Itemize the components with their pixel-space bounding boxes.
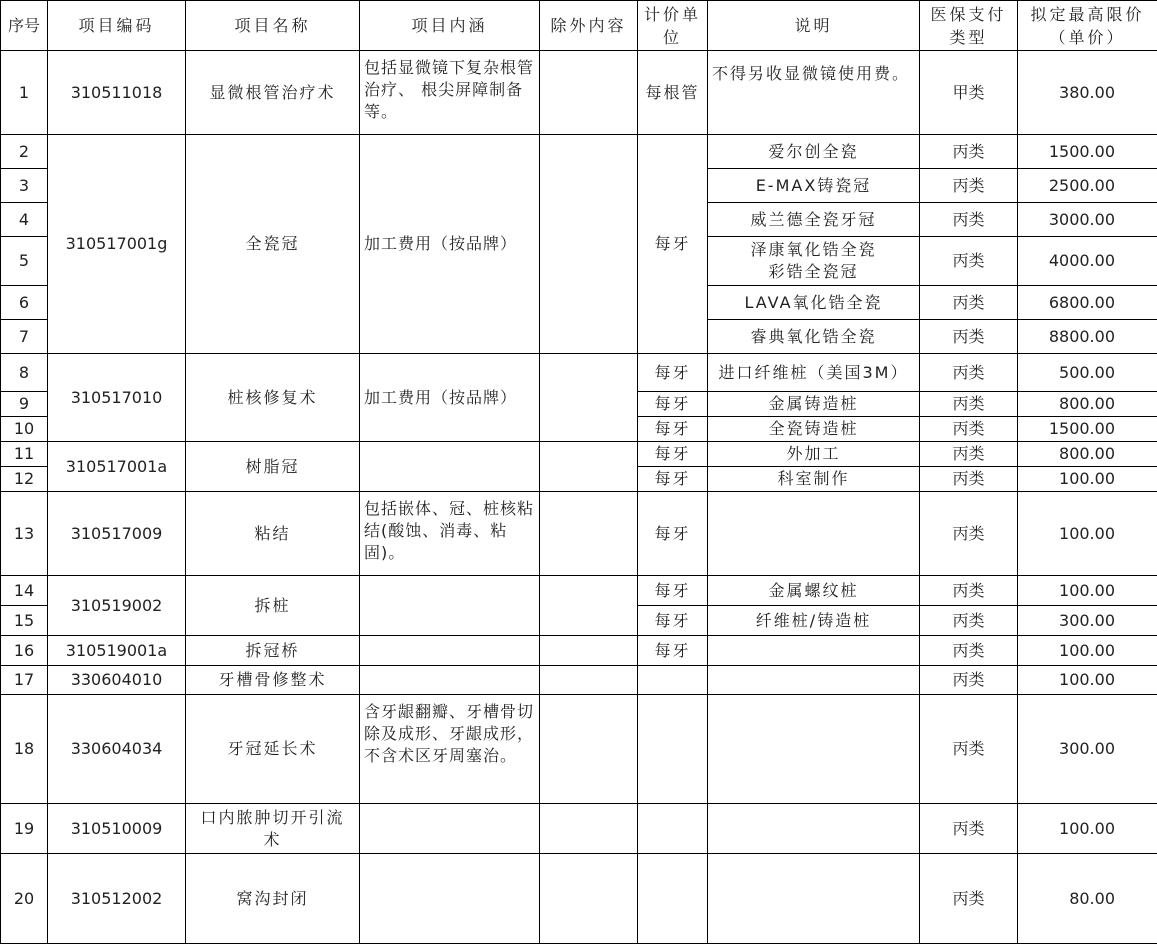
table-row (1, 695, 1157, 804)
desc-cell: 科室制作 (708, 467, 920, 492)
seq-cell: 13 (1, 492, 48, 576)
seq-cell: 9 (1, 392, 48, 417)
desc-cell: 外加工 (708, 442, 920, 467)
header-excluded: 除外内容 (540, 1, 638, 51)
header-name: 项目名称 (186, 1, 360, 51)
code-cell: 310510009 (48, 804, 186, 854)
insurance-cell: 丙类 (920, 203, 1018, 237)
desc-cell (708, 492, 920, 576)
unit-cell: 每牙 (638, 392, 708, 417)
header-content: 项目内涵 (360, 1, 540, 51)
table-row (1, 354, 1157, 392)
header-price: 拟定最高限价（单价） (1018, 1, 1157, 51)
table-row (1, 135, 1157, 169)
price-cell: 380.00 (1018, 51, 1157, 135)
desc-cell: E-MAX铸瓷冠 (708, 169, 920, 203)
unit-cell: 每牙 (638, 417, 708, 442)
insurance-cell: 丙类 (920, 135, 1018, 169)
table-row (1, 51, 1157, 135)
name-cell: 牙槽骨修整术 (186, 666, 360, 695)
content-cell (360, 576, 540, 636)
excluded-cell (540, 354, 638, 442)
insurance-cell: 丙类 (920, 804, 1018, 854)
header-insurance: 医保支付类型 (920, 1, 1018, 51)
insurance-cell: 丙类 (920, 854, 1018, 944)
price-cell: 100.00 (1018, 636, 1157, 666)
name-cell: 牙冠延长术 (186, 695, 360, 804)
table-row (1, 666, 1157, 695)
insurance-cell: 丙类 (920, 320, 1018, 354)
content-cell (360, 854, 540, 944)
unit-cell: 每牙 (638, 442, 708, 467)
insurance-cell: 丙类 (920, 695, 1018, 804)
code-cell: 310517009 (48, 492, 186, 576)
name-cell: 口内脓肿切开引流术 (186, 804, 360, 854)
content-cell: 含牙龈翻瓣、牙槽骨切除及成形、牙龈成形，不含术区牙周塞治。 (360, 695, 540, 804)
price-cell: 100.00 (1018, 576, 1157, 606)
desc-cell: 全瓷铸造桩 (708, 417, 920, 442)
insurance-cell: 丙类 (920, 286, 1018, 320)
unit-cell: 每牙 (638, 492, 708, 576)
seq-cell: 1 (1, 51, 48, 135)
insurance-cell: 丙类 (920, 392, 1018, 417)
insurance-cell: 丙类 (920, 606, 1018, 636)
unit-cell: 每牙 (638, 467, 708, 492)
seq-cell: 2 (1, 135, 48, 169)
price-cell: 80.00 (1018, 854, 1157, 944)
desc-cell (708, 636, 920, 666)
price-cell: 100.00 (1018, 804, 1157, 854)
price-cell: 1500.00 (1018, 135, 1157, 169)
desc-cell (708, 804, 920, 854)
seq-cell: 18 (1, 695, 48, 804)
excluded-cell (540, 492, 638, 576)
price-cell: 3000.00 (1018, 203, 1157, 237)
price-cell: 300.00 (1018, 606, 1157, 636)
desc-cell: 进口纤维桩（美国3M） (708, 354, 920, 392)
unit-cell: 每根管 (638, 51, 708, 135)
seq-cell: 14 (1, 576, 48, 606)
code-cell: 330604034 (48, 695, 186, 804)
seq-cell: 17 (1, 666, 48, 695)
price-cell: 2500.00 (1018, 169, 1157, 203)
desc-cell (708, 695, 920, 804)
code-cell: 310519002 (48, 576, 186, 636)
unit-cell: 每牙 (638, 354, 708, 392)
insurance-cell: 丙类 (920, 576, 1018, 606)
code-cell: 310517001a (48, 442, 186, 492)
table-row (1, 442, 1157, 467)
price-cell: 500.00 (1018, 354, 1157, 392)
insurance-cell: 丙类 (920, 467, 1018, 492)
desc-cell: 威兰德全瓷牙冠 (708, 203, 920, 237)
table-row (1, 854, 1157, 944)
price-cell: 300.00 (1018, 695, 1157, 804)
code-cell: 310512002 (48, 854, 186, 944)
insurance-cell: 甲类 (920, 51, 1018, 135)
desc-cell: 睿典氧化锆全瓷 (708, 320, 920, 354)
price-cell: 8800.00 (1018, 320, 1157, 354)
excluded-cell (540, 804, 638, 854)
excluded-cell (540, 576, 638, 636)
unit-cell (638, 695, 708, 804)
table-row (1, 492, 1157, 576)
unit-cell: 每牙 (638, 606, 708, 636)
unit-cell (638, 854, 708, 944)
code-cell: 330604010 (48, 666, 186, 695)
seq-cell: 7 (1, 320, 48, 354)
name-cell: 桩核修复术 (186, 354, 360, 442)
content-cell: 加工费用（按品牌） (360, 354, 540, 442)
unit-cell: 每牙 (638, 636, 708, 666)
excluded-cell (540, 51, 638, 135)
price-cell: 4000.00 (1018, 237, 1157, 286)
unit-cell: 每牙 (638, 135, 708, 354)
header-row (1, 1, 1157, 51)
price-cell: 100.00 (1018, 492, 1157, 576)
excluded-cell (540, 135, 638, 354)
content-cell: 包括嵌体、冠、桩核粘结(酸蚀、消毒、粘固)。 (360, 492, 540, 576)
price-cell: 800.00 (1018, 392, 1157, 417)
seq-cell: 10 (1, 417, 48, 442)
price-cell: 100.00 (1018, 467, 1157, 492)
name-cell: 粘结 (186, 492, 360, 576)
desc-cell: 金属铸造桩 (708, 392, 920, 417)
content-cell (360, 636, 540, 666)
name-cell: 拆桩 (186, 576, 360, 636)
excluded-cell (540, 636, 638, 666)
insurance-cell: 丙类 (920, 666, 1018, 695)
name-cell: 全瓷冠 (186, 135, 360, 354)
seq-cell: 19 (1, 804, 48, 854)
content-cell: 加工费用（按品牌） (360, 135, 540, 354)
seq-cell: 6 (1, 286, 48, 320)
price-cell: 1500.00 (1018, 417, 1157, 442)
desc-cell: 不得另收显微镜使用费。 (708, 51, 920, 135)
seq-cell: 12 (1, 467, 48, 492)
code-cell: 310519001a (48, 636, 186, 666)
seq-cell: 15 (1, 606, 48, 636)
desc-cell (708, 666, 920, 695)
table-row (1, 636, 1157, 666)
content-cell (360, 442, 540, 492)
name-cell: 显微根管治疗术 (186, 51, 360, 135)
seq-cell: 3 (1, 169, 48, 203)
code-cell: 310511018 (48, 51, 186, 135)
desc-cell: 泽康氧化锆全瓷彩锆全瓷冠 (708, 237, 920, 286)
seq-cell: 8 (1, 354, 48, 392)
insurance-cell: 丙类 (920, 417, 1018, 442)
seq-cell: 4 (1, 203, 48, 237)
unit-cell: 每牙 (638, 576, 708, 606)
insurance-cell: 丙类 (920, 492, 1018, 576)
seq-cell: 5 (1, 237, 48, 286)
header-code: 项目编码 (48, 1, 186, 51)
code-cell: 310517001g (48, 135, 186, 354)
seq-cell: 20 (1, 854, 48, 944)
insurance-cell: 丙类 (920, 169, 1018, 203)
content-cell (360, 666, 540, 695)
name-cell: 拆冠桥 (186, 636, 360, 666)
seq-cell: 11 (1, 442, 48, 467)
table-row (1, 576, 1157, 606)
header-unit: 计价单位 (638, 1, 708, 51)
insurance-cell: 丙类 (920, 636, 1018, 666)
insurance-cell: 丙类 (920, 237, 1018, 286)
desc-cell: 爱尔创全瓷 (708, 135, 920, 169)
name-cell: 窝沟封闭 (186, 854, 360, 944)
header-seq: 序号 (1, 1, 48, 51)
desc-cell: LAVA氧化锆全瓷 (708, 286, 920, 320)
desc-cell: 纤维桩/铸造桩 (708, 606, 920, 636)
desc-cell: 金属螺纹桩 (708, 576, 920, 606)
desc-cell (708, 854, 920, 944)
unit-cell (638, 804, 708, 854)
seq-cell: 16 (1, 636, 48, 666)
price-cell: 100.00 (1018, 666, 1157, 695)
price-cell: 6800.00 (1018, 286, 1157, 320)
price-cell: 800.00 (1018, 442, 1157, 467)
content-cell: 包括显微镜下复杂根管治疗、 根尖屏障制备等。 (360, 51, 540, 135)
table-row (1, 804, 1157, 854)
excluded-cell (540, 695, 638, 804)
insurance-cell: 丙类 (920, 354, 1018, 392)
unit-cell (638, 666, 708, 695)
excluded-cell (540, 442, 638, 492)
insurance-cell: 丙类 (920, 442, 1018, 467)
excluded-cell (540, 854, 638, 944)
excluded-cell (540, 666, 638, 695)
header-desc: 说明 (708, 1, 920, 51)
name-cell: 树脂冠 (186, 442, 360, 492)
content-cell (360, 804, 540, 854)
code-cell: 310517010 (48, 354, 186, 442)
